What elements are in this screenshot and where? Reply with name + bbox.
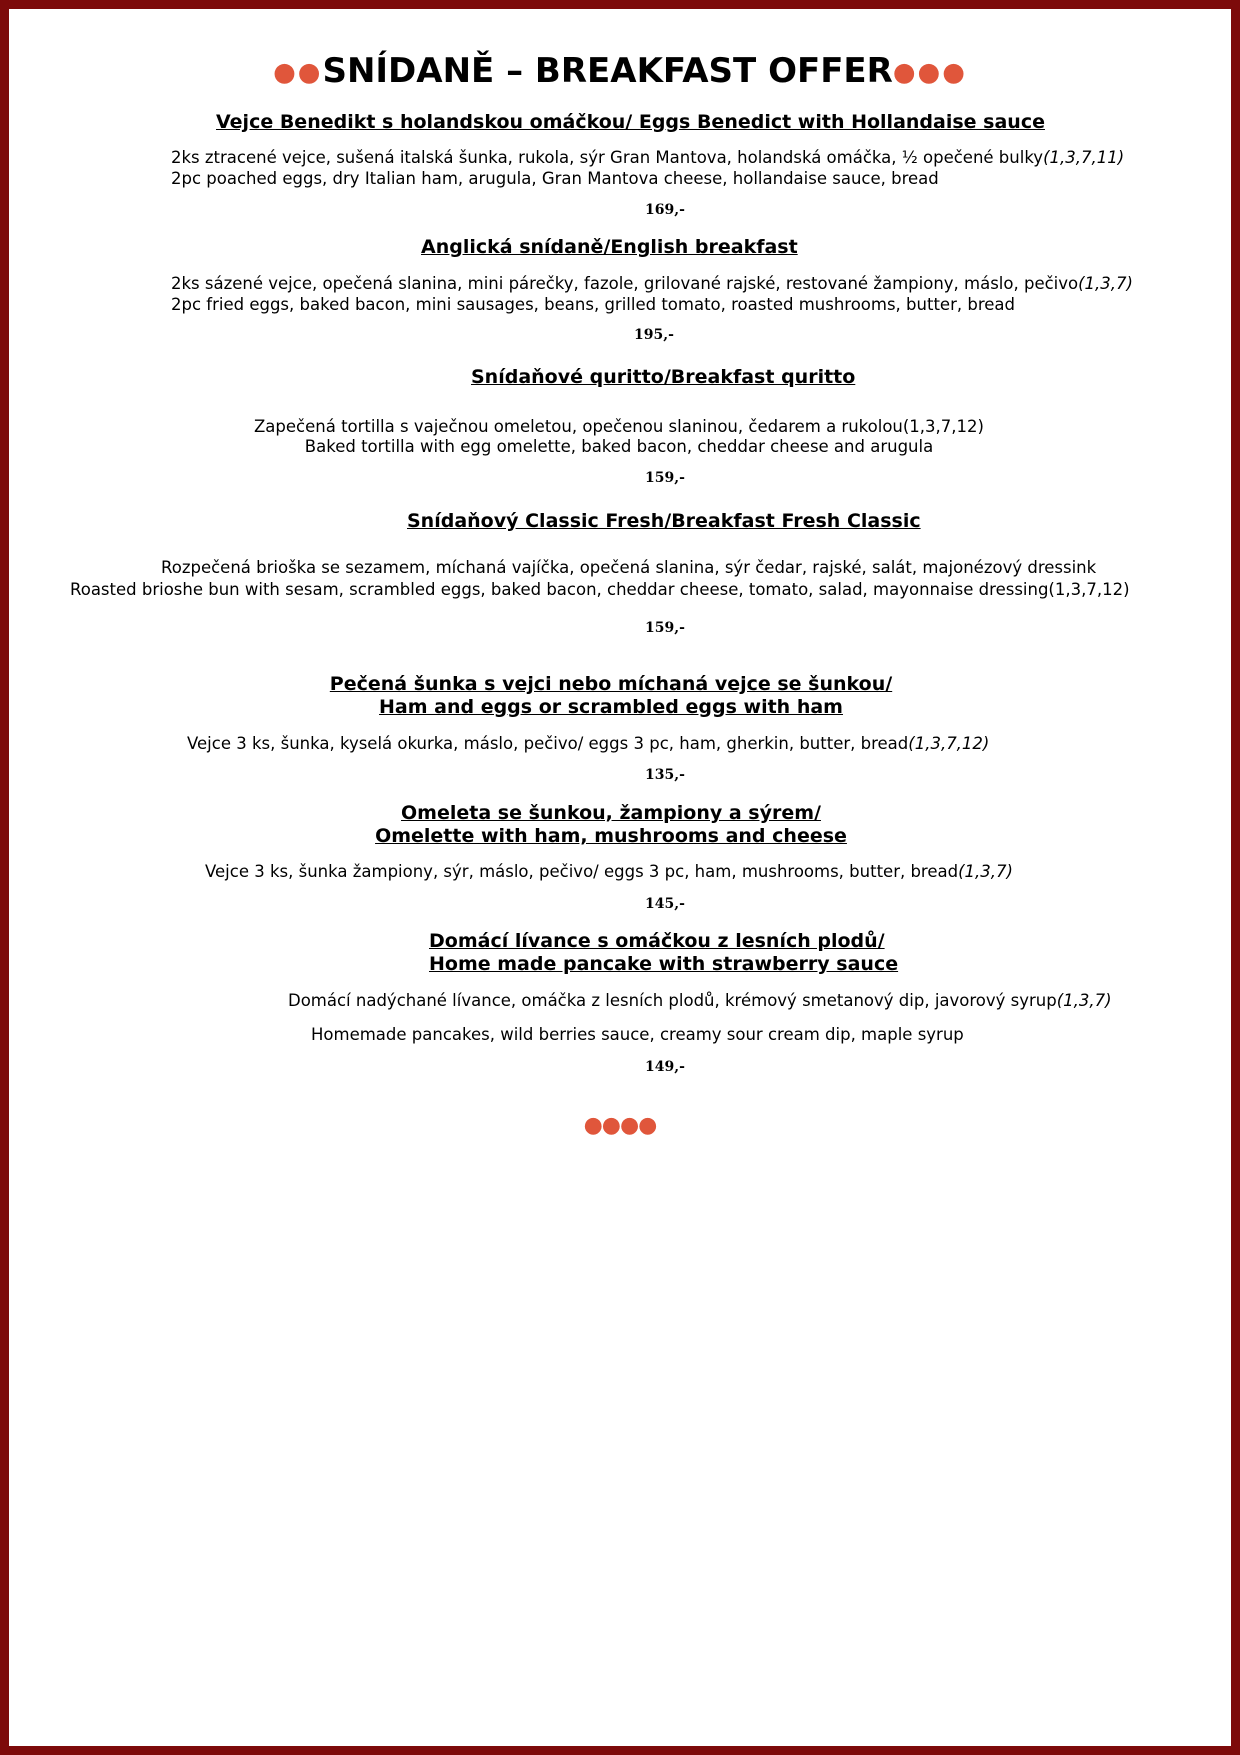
item-desc-en: 2pc poached eggs, dry Italian ham, arugula, Gran Mantova cheese, hollandaise sauce, bread (171, 169, 939, 188)
item-desc-cz: Domácí nadýchané lívance, omáčka z lesních plodů, krémový smetanový dip, javorový syrup(1,3,7) (288, 991, 1112, 1010)
item-price: 159,- (645, 470, 685, 486)
title-dots-right: ●●● (892, 57, 967, 88)
item-heading-fresh-classic: Snídaňový Classic Fresh/Breakfast Fresh Classic (407, 510, 921, 532)
title-dots-left: ●● (273, 57, 323, 88)
item-heading-breakfast-quritto: Snídaňové quritto/Breakfast quritto (471, 366, 856, 388)
allergens: (1,3,7,12) (908, 734, 990, 753)
item-desc-en: Roasted brioshe bun with sesam, scrambled eggs, baked bacon, cheddar cheese, tomato, salad, mayonnaise dressing(1,3,7,12) (70, 580, 1130, 599)
item-price: 145,- (645, 896, 685, 912)
item-desc-cz: 2ks sázené vejce, opečená slanina, mini párečky, fazole, grilované rajské, restované žampiony, máslo, pečivo(1,3,7) (171, 274, 1133, 293)
item-desc-en: Baked tortilla with egg omelette, baked bacon, cheddar cheese and arugula (304, 437, 934, 456)
item-desc-en: 2pc fried eggs, baked bacon, mini sausages, beans, grilled tomato, roasted mushrooms, butter, bread (171, 295, 1015, 314)
item-desc-cz: Rozpečená brioška se sezamem, míchaná vajíčka, opečená slanina, sýr čedar, rajské, salát, majonézový dressink (161, 558, 1097, 577)
item-price: 169,- (645, 202, 685, 218)
item-desc: Vejce 3 ks, šunka žampiony, sýr, máslo, pečivo/ eggs 3 pc, ham, mushrooms, butter, bread(1,3,7) (205, 862, 1013, 881)
item-desc-cz: 2ks ztracené vejce, sušená italská šunka, rukola, sýr Gran Mantova, holandská omáčka, ½ opečené bulky(1,3,7,11) (171, 148, 1125, 167)
item-desc: Vejce 3 ks, šunka, kyselá okurka, máslo, pečivo/ eggs 3 pc, ham, gherkin, butter, bread(1,3,7,12) (187, 734, 990, 753)
item-heading-omelette-cz: Omeleta se šunkou, žampiony a sýrem/ (401, 802, 821, 824)
item-desc-cz: Zapečená tortilla s vaječnou omeletou, opečenou slaninou, čedarem a rukolou(1,3,7,12) (254, 417, 984, 436)
item-price: 159,- (645, 620, 685, 636)
item-heading-pancake-cz: Domácí lívance s omáčkou z lesních plodů/ (429, 930, 885, 952)
item-heading-english-breakfast: Anglická snídaně/English breakfast (421, 236, 798, 258)
allergens: (1,3,7) (958, 862, 1013, 881)
item-price: 135,- (645, 767, 685, 783)
allergens: (1,3,7) (1078, 274, 1133, 293)
item-heading-omelette-en: Omelette with ham, mushrooms and cheese (375, 825, 847, 847)
item-price: 149,- (645, 1059, 685, 1075)
item-heading-eggs-benedict: Vejce Benedikt s holandskou omáčkou/ Eggs Benedict with Hollandaise sauce (216, 111, 1045, 133)
item-heading-ham-eggs-en: Ham and eggs or scrambled eggs with ham (379, 696, 843, 718)
allergens: (1,3,7,11) (1043, 148, 1125, 167)
item-desc-en: Homemade pancakes, wild berries sauce, creamy sour cream dip, maple syrup (311, 1025, 964, 1044)
item-heading-ham-eggs-cz: Pečená šunka s vejci nebo míchaná vejce se šunkou/ (329, 673, 893, 695)
title-text: SNÍDANĚ – BREAKFAST OFFER (322, 51, 893, 91)
item-price: 195,- (634, 327, 674, 343)
allergens: (1,3,7) (1056, 991, 1112, 1010)
page-title (9, 51, 1231, 93)
item-heading-pancake-en: Home made pancake with strawberry sauce (429, 953, 899, 975)
footer-dots: ●●●● (583, 1113, 657, 1138)
